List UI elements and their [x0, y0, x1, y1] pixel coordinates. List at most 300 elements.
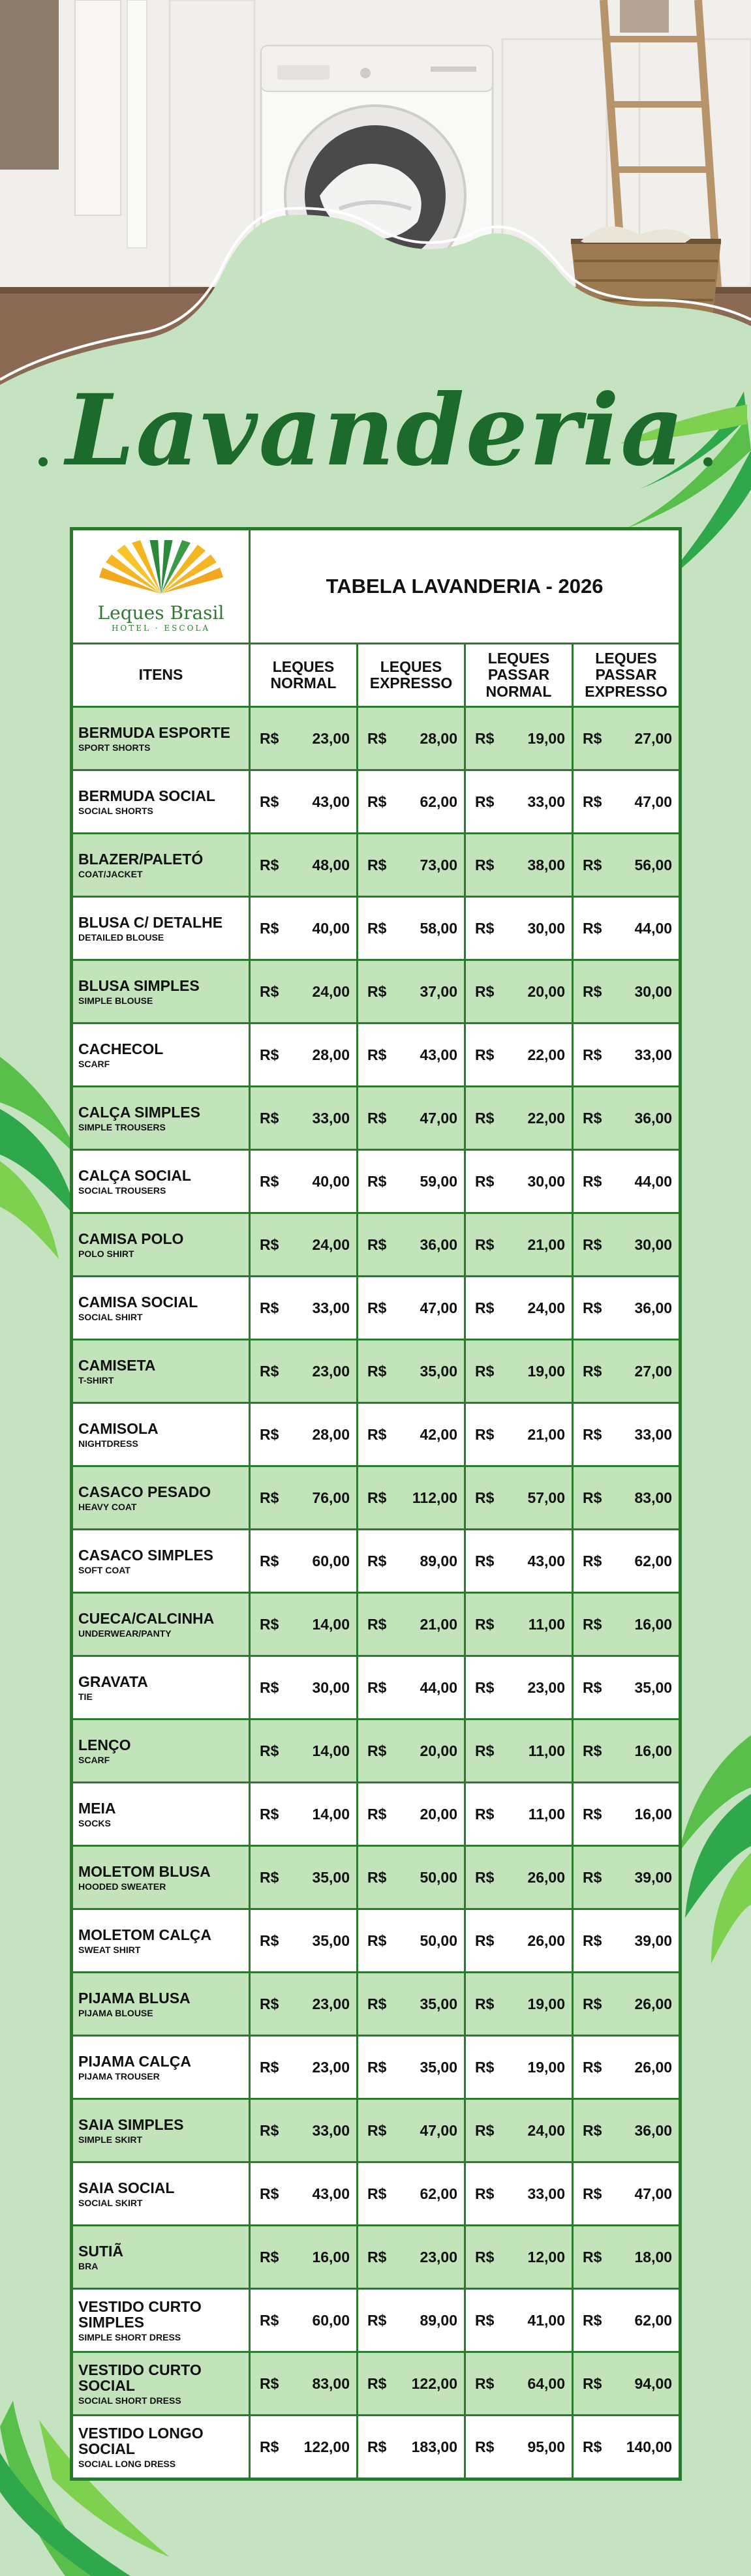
price-value: 16,00 — [634, 1742, 673, 1759]
price-value: 26,00 — [527, 1868, 565, 1886]
table-row — [72, 707, 681, 770]
price-cell — [465, 1213, 573, 1277]
price-value: 44,00 — [634, 919, 673, 937]
currency: R$ — [260, 2248, 279, 2265]
item-name-en: SCARF — [78, 1058, 110, 1069]
price-value: 122,00 — [411, 2374, 457, 2392]
currency: R$ — [583, 1172, 602, 1190]
price-value: 28,00 — [312, 1046, 350, 1063]
price-value: 14,00 — [312, 1742, 350, 1759]
currency: R$ — [475, 1932, 495, 1949]
currency: R$ — [367, 919, 387, 937]
header-cell: LEQUES EXPRESSO — [358, 644, 465, 707]
price-value: 22,00 — [527, 1109, 565, 1127]
price-value: 42,00 — [420, 1425, 457, 1443]
price-cell — [465, 960, 573, 1023]
title-dot-right — [703, 457, 713, 466]
price-cell — [358, 1023, 465, 1087]
item-name-en: POLO SHIRT — [78, 1248, 134, 1259]
price-value: 20,00 — [527, 982, 565, 1000]
currency: R$ — [475, 856, 495, 873]
price-cell — [573, 2416, 681, 2479]
table-row — [72, 2416, 681, 2479]
price-value: 27,00 — [634, 729, 673, 747]
price-cell — [250, 2036, 358, 2099]
table-row — [72, 770, 681, 834]
item-cell — [72, 897, 250, 960]
price-value: 35,00 — [420, 1995, 457, 2012]
currency: R$ — [583, 856, 602, 873]
item-name-pt: CASACO PESADO — [78, 1483, 211, 1500]
currency: R$ — [475, 1615, 495, 1633]
currency: R$ — [583, 982, 602, 1000]
price-value: 56,00 — [634, 856, 673, 873]
price-cell — [250, 1593, 358, 1656]
item-cell — [72, 770, 250, 834]
price-cell — [573, 2289, 681, 2352]
currency: R$ — [583, 793, 602, 810]
item-cell — [72, 1909, 250, 1973]
price-value: 30,00 — [634, 982, 673, 1000]
price-value: 36,00 — [634, 1109, 673, 1127]
price-value: 16,00 — [634, 1805, 673, 1823]
currency: R$ — [475, 1046, 495, 1063]
price-cell — [465, 1087, 573, 1150]
price-cell — [465, 1466, 573, 1530]
price-value: 36,00 — [420, 1235, 457, 1253]
price-cell — [250, 2162, 358, 2226]
price-cell — [573, 1087, 681, 1150]
currency: R$ — [583, 1489, 602, 1506]
price-cell — [465, 1277, 573, 1340]
currency: R$ — [583, 1678, 602, 1696]
item-cell — [72, 1403, 250, 1466]
price-cell — [573, 1530, 681, 1593]
currency: R$ — [583, 2058, 602, 2076]
price-cell — [573, 1213, 681, 1277]
price-cell — [573, 1593, 681, 1656]
item-name-pt: CALÇA SIMPLES — [78, 1103, 200, 1121]
table-row — [72, 1720, 681, 1783]
currency: R$ — [260, 2058, 279, 2076]
price-value: 33,00 — [312, 2121, 350, 2139]
item-name-pt: MOLETOM CALÇA — [78, 1926, 212, 1943]
currency: R$ — [583, 2185, 602, 2202]
table-row — [72, 1466, 681, 1530]
item-cell — [72, 1846, 250, 1909]
price-table — [70, 527, 682, 2481]
price-cell — [465, 1593, 573, 1656]
price-value: 112,00 — [412, 1489, 457, 1506]
currency: R$ — [583, 1235, 602, 1253]
price-value: 19,00 — [527, 1362, 565, 1380]
currency: R$ — [583, 1299, 602, 1316]
price-value: 48,00 — [312, 856, 350, 873]
price-value: 40,00 — [312, 1172, 350, 1190]
currency: R$ — [367, 2311, 387, 2329]
currency: R$ — [367, 729, 387, 747]
currency: R$ — [367, 1299, 387, 1316]
price-value: 89,00 — [420, 2311, 457, 2329]
item-name-en: HEAVY COAT — [78, 1501, 137, 1512]
currency: R$ — [367, 1425, 387, 1443]
item-name-en: SIMPLE BLOUSE — [78, 995, 153, 1006]
price-cell — [358, 2416, 465, 2479]
currency: R$ — [260, 1932, 279, 1949]
item-name-en: UNDERWEAR/PANTY — [78, 1628, 172, 1639]
currency: R$ — [260, 1109, 279, 1127]
price-value: 47,00 — [634, 793, 673, 810]
table-row — [72, 1087, 681, 1150]
table-row — [72, 1909, 681, 1973]
price-value: 83,00 — [634, 1489, 673, 1506]
currency: R$ — [260, 919, 279, 937]
price-cell — [465, 2099, 573, 2162]
item-name-pt: GRAVATA — [78, 1673, 148, 1690]
price-value: 59,00 — [420, 1172, 457, 1190]
currency: R$ — [367, 1805, 387, 1823]
currency: R$ — [475, 1868, 495, 1886]
item-cell — [72, 1783, 250, 1846]
currency: R$ — [583, 729, 602, 747]
item-cell — [72, 2289, 250, 2352]
price-value: 64,00 — [527, 2374, 565, 2392]
price-value: 43,00 — [312, 793, 350, 810]
price-cell — [358, 1213, 465, 1277]
table-row — [72, 1973, 681, 2036]
item-name-en: SOCIAL TROUSERS — [78, 1185, 166, 1196]
price-cell — [358, 1150, 465, 1213]
item-name-en: COAT/JACKET — [78, 868, 143, 879]
price-cell — [358, 707, 465, 770]
price-value: 28,00 — [312, 1425, 350, 1443]
currency: R$ — [260, 793, 279, 810]
item-name-pt: BERMUDA ESPORTE — [78, 723, 230, 741]
price-value: 35,00 — [420, 1362, 457, 1380]
table-row — [72, 960, 681, 1023]
price-cell — [573, 897, 681, 960]
price-value: 41,00 — [527, 2311, 565, 2329]
price-value: 19,00 — [527, 2058, 565, 2076]
table-row — [72, 1656, 681, 1720]
price-value: 50,00 — [420, 1932, 457, 1949]
currency: R$ — [475, 1362, 495, 1380]
item-name-en: BRA — [78, 2260, 99, 2271]
price-cell — [250, 1656, 358, 1720]
item-name-pt: BLAZER/PALETÓ — [78, 850, 204, 868]
price-cell — [250, 1213, 358, 1277]
currency: R$ — [475, 1299, 495, 1316]
currency: R$ — [475, 1805, 495, 1823]
price-value: 23,00 — [312, 2058, 350, 2076]
currency: R$ — [583, 2438, 602, 2455]
item-name-pt: SAIA SIMPLES — [78, 2115, 184, 2133]
currency: R$ — [583, 1425, 602, 1443]
price-cell — [573, 1973, 681, 2036]
price-cell — [573, 1909, 681, 1973]
price-cell — [250, 1530, 358, 1593]
price-value: 43,00 — [312, 2185, 350, 2202]
price-value: 27,00 — [634, 1362, 673, 1380]
currency: R$ — [367, 2121, 387, 2139]
price-value: 33,00 — [312, 1109, 350, 1127]
price-cell — [358, 1973, 465, 2036]
price-cell — [358, 2352, 465, 2416]
currency: R$ — [367, 1489, 387, 1506]
price-value: 35,00 — [312, 1932, 350, 1949]
item-name-en: SIMPLE SHORT DRESS — [78, 2331, 181, 2342]
price-cell — [250, 1150, 358, 1213]
currency: R$ — [367, 1109, 387, 1127]
price-cell — [358, 1783, 465, 1846]
table-row — [72, 2226, 681, 2289]
price-value: 73,00 — [420, 856, 457, 873]
price-cell — [573, 1720, 681, 1783]
price-cell — [573, 2352, 681, 2416]
item-cell — [72, 707, 250, 770]
item-name-en: T-SHIRT — [78, 1374, 114, 1386]
item-name-en: SOCKS — [78, 1817, 111, 1828]
price-value: 39,00 — [634, 1868, 673, 1886]
currency: R$ — [260, 1868, 279, 1886]
price-value: 20,00 — [420, 1742, 457, 1759]
price-cell — [250, 1783, 358, 1846]
item-name-pt: PIJAMA BLUSA — [78, 1989, 191, 2007]
price-value: 24,00 — [527, 1299, 565, 1316]
price-cell — [358, 2226, 465, 2289]
currency: R$ — [583, 2374, 602, 2392]
currency: R$ — [583, 2121, 602, 2139]
price-cell — [250, 1023, 358, 1087]
currency: R$ — [475, 2438, 495, 2455]
price-cell — [250, 1466, 358, 1530]
item-name-en: SOCIAL SHIRT — [78, 1311, 143, 1322]
price-value: 33,00 — [312, 1299, 350, 1316]
item-name-pt: CALÇA SOCIAL — [78, 1166, 191, 1184]
price-value: 35,00 — [312, 1868, 350, 1886]
price-cell — [465, 2352, 573, 2416]
price-value: 43,00 — [420, 1046, 457, 1063]
item-name-pt: CAMISA SOCIAL — [78, 1293, 198, 1311]
item-cell — [72, 1213, 250, 1277]
item-cell — [72, 1340, 250, 1403]
logo-subtitle: HOTEL · ESCOLA — [111, 624, 211, 633]
currency: R$ — [367, 2248, 387, 2265]
price-value: 50,00 — [420, 1868, 457, 1886]
item-cell — [72, 2226, 250, 2289]
price-cell — [250, 2289, 358, 2352]
currency: R$ — [367, 2185, 387, 2202]
currency: R$ — [260, 1425, 279, 1443]
price-value: 140,00 — [626, 2438, 673, 2455]
price-cell — [573, 2099, 681, 2162]
palm-leaf-icon — [672, 1722, 751, 1970]
price-cell — [465, 897, 573, 960]
price-cell — [250, 2099, 358, 2162]
price-cell — [250, 834, 358, 897]
currency: R$ — [475, 2185, 495, 2202]
currency: R$ — [583, 1805, 602, 1823]
price-cell — [465, 1530, 573, 1593]
price-value: 44,00 — [634, 1172, 673, 1190]
currency: R$ — [475, 1235, 495, 1253]
price-cell — [465, 1340, 573, 1403]
item-name-pt: BLUSA SIMPLES — [78, 977, 200, 994]
logo — [72, 529, 250, 644]
item-cell — [72, 960, 250, 1023]
price-value: 24,00 — [312, 1235, 350, 1253]
item-name-en: NIGHTDRESS — [78, 1438, 138, 1449]
currency: R$ — [583, 1932, 602, 1949]
price-value: 62,00 — [634, 1552, 673, 1569]
item-name-pt: VESTIDO CURTO SIMPLES — [78, 2297, 202, 2331]
price-cell — [250, 2226, 358, 2289]
item-name-pt: CAMISETA — [78, 1356, 156, 1374]
currency: R$ — [475, 982, 495, 1000]
price-cell — [465, 1909, 573, 1973]
item-name-pt: SAIA SOCIAL — [78, 2179, 175, 2196]
price-cell — [358, 1087, 465, 1150]
price-value: 58,00 — [420, 919, 457, 937]
currency: R$ — [475, 919, 495, 937]
table-row — [72, 2099, 681, 2162]
currency: R$ — [583, 1046, 602, 1063]
price-value: 60,00 — [312, 1552, 350, 1569]
price-cell — [465, 707, 573, 770]
item-name-pt: CASACO SIMPLES — [78, 1546, 214, 1564]
currency: R$ — [367, 1868, 387, 1886]
item-name-en: SWEAT SHIRT — [78, 1944, 141, 1955]
currency: R$ — [260, 2311, 279, 2329]
price-cell — [250, 1720, 358, 1783]
currency: R$ — [260, 1805, 279, 1823]
price-cell — [358, 2289, 465, 2352]
price-cell — [250, 1403, 358, 1466]
item-cell — [72, 2416, 250, 2479]
price-value: 33,00 — [527, 2185, 565, 2202]
currency: R$ — [475, 1425, 495, 1443]
price-cell — [465, 1656, 573, 1720]
currency: R$ — [260, 729, 279, 747]
price-value: 28,00 — [420, 729, 457, 747]
price-cell — [573, 2226, 681, 2289]
price-value: 183,00 — [411, 2438, 457, 2455]
currency: R$ — [475, 729, 495, 747]
price-cell — [358, 1403, 465, 1466]
price-cell — [465, 1846, 573, 1909]
fan-logo-icon — [96, 540, 226, 599]
currency: R$ — [475, 1995, 495, 2012]
price-cell — [573, 1403, 681, 1466]
table-row — [72, 834, 681, 897]
currency: R$ — [260, 1046, 279, 1063]
currency: R$ — [475, 2311, 495, 2329]
title-dot-left — [38, 457, 48, 466]
item-cell — [72, 1150, 250, 1213]
price-value: 19,00 — [527, 729, 565, 747]
price-cell — [573, 1277, 681, 1340]
currency: R$ — [260, 1742, 279, 1759]
price-value: 38,00 — [527, 856, 565, 873]
item-cell — [72, 1720, 250, 1783]
price-value: 21,00 — [527, 1235, 565, 1253]
header-cell: LEQUES PASSAR EXPRESSO — [573, 644, 681, 707]
price-value: 23,00 — [420, 2248, 457, 2265]
price-value: 36,00 — [634, 2121, 673, 2139]
price-value: 18,00 — [634, 2248, 673, 2265]
price-cell — [250, 1340, 358, 1403]
price-value: 40,00 — [312, 919, 350, 937]
item-cell — [72, 1023, 250, 1087]
price-cell — [465, 1973, 573, 2036]
price-value: 30,00 — [527, 919, 565, 937]
price-value: 76,00 — [312, 1489, 350, 1506]
price-cell — [358, 1909, 465, 1973]
price-cell — [358, 1656, 465, 1720]
price-cell — [358, 2099, 465, 2162]
currency: R$ — [583, 1995, 602, 2012]
price-value: 47,00 — [420, 2121, 457, 2139]
price-value: 12,00 — [527, 2248, 565, 2265]
item-cell — [72, 1087, 250, 1150]
price-cell — [358, 1846, 465, 1909]
item-name-pt: MOLETOM BLUSA — [78, 1862, 211, 1880]
page-title: Lavanderia — [65, 373, 686, 488]
price-cell — [465, 2289, 573, 2352]
price-cell — [358, 1466, 465, 1530]
item-name-en: TIE — [78, 1691, 93, 1702]
table-row — [72, 2289, 681, 2352]
price-cell — [358, 770, 465, 834]
price-cell — [250, 770, 358, 834]
price-cell — [358, 1530, 465, 1593]
price-value: 24,00 — [312, 982, 350, 1000]
item-cell — [72, 1593, 250, 1656]
price-value: 26,00 — [634, 2058, 673, 2076]
currency: R$ — [475, 1552, 495, 1569]
price-cell — [358, 2036, 465, 2099]
price-cell — [465, 834, 573, 897]
item-name-en: PIJAMA TROUSER — [78, 2070, 160, 2082]
currency: R$ — [583, 1615, 602, 1633]
price-cell — [465, 770, 573, 834]
currency: R$ — [583, 1868, 602, 1886]
currency: R$ — [367, 1678, 387, 1696]
item-name-en: SOCIAL LONG DRESS — [78, 2458, 176, 2469]
item-cell — [72, 1656, 250, 1720]
currency: R$ — [260, 1235, 279, 1253]
price-cell — [250, 1277, 358, 1340]
price-value: 89,00 — [420, 1552, 457, 1569]
table-row — [72, 897, 681, 960]
price-cell — [358, 2162, 465, 2226]
currency: R$ — [367, 1742, 387, 1759]
price-cell — [465, 2162, 573, 2226]
item-name-en: SIMPLE TROUSERS — [78, 1121, 166, 1132]
item-name-pt: SUTIÃ — [78, 2242, 123, 2260]
price-value: 122,00 — [303, 2438, 350, 2455]
currency: R$ — [260, 1172, 279, 1190]
item-name-pt: CACHECOL — [78, 1040, 164, 1057]
price-cell — [358, 897, 465, 960]
price-value: 47,00 — [420, 1109, 457, 1127]
currency: R$ — [475, 1678, 495, 1696]
item-name-en: SPORT SHORTS — [78, 742, 151, 753]
price-cell — [250, 2352, 358, 2416]
currency: R$ — [260, 1615, 279, 1633]
price-cell — [250, 1909, 358, 1973]
price-cell — [250, 897, 358, 960]
